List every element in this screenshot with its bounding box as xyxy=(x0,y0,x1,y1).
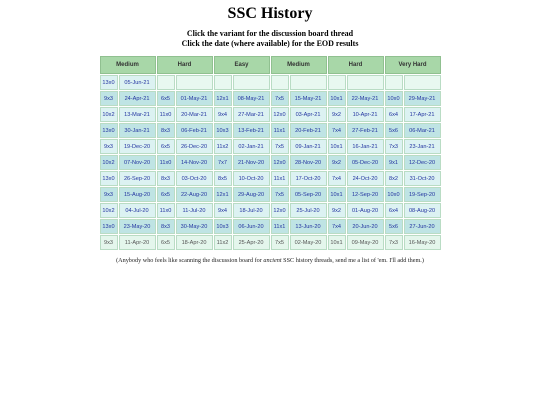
variant-link[interactable]: 9x3 xyxy=(100,91,118,106)
date-link[interactable]: 29-May-21 xyxy=(404,91,441,106)
variant-link[interactable]: 9x2 xyxy=(328,203,346,218)
date-link[interactable]: 15-May-21 xyxy=(290,91,327,106)
date-link[interactable]: 12-Dec-20 xyxy=(404,155,441,170)
date-link[interactable]: 05-Sep-20 xyxy=(290,187,327,202)
table-header-row xyxy=(100,56,441,74)
variant-link[interactable]: 13x0 xyxy=(100,219,118,234)
date-link[interactable]: 18-Jul-20 xyxy=(233,203,270,218)
date-link[interactable]: 03-Apr-21 xyxy=(290,107,327,122)
variant-link[interactable]: 8x3 xyxy=(157,219,175,234)
date-link[interactable]: 10-Oct-20 xyxy=(233,171,270,186)
variant-link[interactable]: 7x4 xyxy=(328,219,346,234)
variant-link[interactable]: 7x4 xyxy=(328,171,346,186)
variant-link[interactable]: 10x1 xyxy=(328,91,346,106)
variant-link[interactable]: 10x3 xyxy=(214,123,232,138)
table-row xyxy=(100,171,441,186)
history-table-container xyxy=(0,55,540,251)
date-link[interactable]: 16-Jan-21 xyxy=(347,139,384,154)
date-link[interactable]: 30-Jan-21 xyxy=(119,123,156,138)
date-link[interactable]: 26-Sep-20 xyxy=(119,171,156,186)
variant-link[interactable]: 12x0 xyxy=(271,107,289,122)
variant-link[interactable]: 6x4 xyxy=(385,203,403,218)
table-row xyxy=(100,139,441,154)
variant-link[interactable]: 12x1 xyxy=(214,187,232,202)
table-row xyxy=(100,219,441,234)
date-link[interactable]: 05-Jun-21 xyxy=(119,75,156,90)
date-link[interactable]: 24-Apr-21 xyxy=(119,91,156,106)
date-link[interactable]: 13-Feb-21 xyxy=(233,123,270,138)
date-link[interactable]: 15-Aug-20 xyxy=(119,187,156,202)
variant-link[interactable]: 11x2 xyxy=(214,139,232,154)
empty-cell xyxy=(385,75,403,90)
date-link[interactable]: 17-Apr-21 xyxy=(404,107,441,122)
variant-link[interactable]: 5x6 xyxy=(385,123,403,138)
date-link[interactable]: 22-Aug-20 xyxy=(176,187,213,202)
variant-link[interactable]: 9x3 xyxy=(100,235,118,250)
variant-link[interactable]: 11x1 xyxy=(271,123,289,138)
date-link[interactable]: 04-Jul-20 xyxy=(119,203,156,218)
empty-cell xyxy=(233,75,270,90)
date-link[interactable]: 31-Oct-20 xyxy=(404,171,441,186)
table-row xyxy=(100,235,441,250)
variant-link[interactable]: 11x1 xyxy=(271,219,289,234)
table-row xyxy=(100,91,441,106)
footnote xyxy=(0,257,540,264)
variant-link[interactable]: 7x5 xyxy=(271,91,289,106)
date-link[interactable]: 08-Aug-20 xyxy=(404,203,441,218)
date-link[interactable]: 26-Dec-20 xyxy=(176,139,213,154)
table-row xyxy=(100,203,441,218)
date-link[interactable]: 10-Apr-21 xyxy=(347,107,384,122)
variant-link[interactable]: 9x4 xyxy=(214,107,232,122)
date-link[interactable]: 12-Sep-20 xyxy=(347,187,384,202)
footnote-emphasis: ancient xyxy=(263,257,282,264)
date-link[interactable]: 20-Jun-20 xyxy=(347,219,384,234)
date-link[interactable]: 28-Nov-20 xyxy=(290,155,327,170)
variant-link[interactable]: 12x0 xyxy=(271,203,289,218)
table-row xyxy=(100,187,441,202)
variant-link[interactable]: 8x2 xyxy=(385,171,403,186)
empty-cell xyxy=(157,75,175,90)
variant-link[interactable]: 7x3 xyxy=(385,235,403,250)
variant-link[interactable]: 13x0 xyxy=(100,75,118,90)
empty-cell xyxy=(271,75,289,90)
variant-link[interactable]: 10x2 xyxy=(100,155,118,170)
empty-cell xyxy=(347,75,384,90)
date-link[interactable]: 01-May-21 xyxy=(176,91,213,106)
variant-link[interactable]: 8x5 xyxy=(214,171,232,186)
subtitle-variant-hint: Click the variant for the discussion board thread xyxy=(186,29,354,38)
date-link[interactable]: 14-Nov-20 xyxy=(176,155,213,170)
page-title: SSC History xyxy=(227,5,313,22)
table-body xyxy=(100,75,441,250)
variant-link[interactable]: 11x0 xyxy=(157,155,175,170)
date-link[interactable]: 27-Feb-21 xyxy=(347,123,384,138)
column-header: Easy xyxy=(214,56,270,74)
table-row xyxy=(100,155,441,170)
variant-link[interactable]: 13x0 xyxy=(100,171,118,186)
date-link[interactable]: 29-Aug-20 xyxy=(233,187,270,202)
date-link[interactable]: 09-May-20 xyxy=(347,235,384,250)
date-link[interactable]: 01-Aug-20 xyxy=(347,203,384,218)
variant-link[interactable]: 7x5 xyxy=(271,139,289,154)
date-link[interactable]: 06-Mar-21 xyxy=(404,123,441,138)
date-link[interactable]: 02-May-20 xyxy=(290,235,327,250)
variant-link[interactable]: 9x1 xyxy=(385,155,403,170)
variant-link[interactable]: 9x2 xyxy=(328,155,346,170)
variant-link[interactable]: 6x5 xyxy=(157,235,175,250)
footnote-text-start: (Anybody who feels like scanning the discussion board for xyxy=(116,257,264,264)
column-header: Hard xyxy=(328,56,384,74)
empty-cell xyxy=(214,75,232,90)
variant-link[interactable]: 6x5 xyxy=(157,139,175,154)
variant-link[interactable]: 6x5 xyxy=(157,187,175,202)
empty-cell xyxy=(328,75,346,90)
variant-link[interactable]: 8x3 xyxy=(157,123,175,138)
date-link[interactable]: 30-May-20 xyxy=(176,219,213,234)
date-link[interactable]: 06-Feb-21 xyxy=(176,123,213,138)
variant-link[interactable]: 11x0 xyxy=(157,107,175,122)
date-link[interactable]: 22-May-21 xyxy=(347,91,384,106)
variant-link[interactable]: 9x3 xyxy=(100,139,118,154)
variant-link[interactable]: 10x0 xyxy=(385,187,403,202)
date-link[interactable]: 11-Jul-20 xyxy=(176,203,213,218)
date-link[interactable]: 27-Jun-20 xyxy=(404,219,441,234)
date-link[interactable]: 20-Mar-21 xyxy=(176,107,213,122)
date-link[interactable]: 24-Oct-20 xyxy=(347,171,384,186)
date-link[interactable]: 02-Jan-21 xyxy=(233,139,270,154)
date-link[interactable]: 07-Nov-20 xyxy=(119,155,156,170)
variant-link[interactable]: 7x4 xyxy=(328,123,346,138)
variant-link[interactable]: 5x6 xyxy=(385,219,403,234)
date-link[interactable]: 18-Apr-20 xyxy=(176,235,213,250)
date-link[interactable]: 20-Feb-21 xyxy=(290,123,327,138)
variant-link[interactable]: 13x0 xyxy=(100,123,118,138)
empty-cell xyxy=(290,75,327,90)
variant-link[interactable]: 11x2 xyxy=(214,235,232,250)
empty-cell xyxy=(176,75,213,90)
date-link[interactable]: 13-Jun-20 xyxy=(290,219,327,234)
table-row xyxy=(100,107,441,122)
variant-link[interactable]: 12x0 xyxy=(271,155,289,170)
date-link[interactable]: 23-May-20 xyxy=(119,219,156,234)
variant-link[interactable]: 10x1 xyxy=(328,139,346,154)
footnote-text-end: SSC history threads, send me a list of 'em. I'll add them.) xyxy=(281,257,424,264)
variant-link[interactable]: 9x2 xyxy=(328,107,346,122)
variant-link[interactable]: 6x5 xyxy=(157,91,175,106)
column-header: Medium xyxy=(100,56,156,74)
variant-link[interactable]: 7x3 xyxy=(385,139,403,154)
date-link[interactable]: 25-Apr-20 xyxy=(233,235,270,250)
date-link[interactable]: 19-Dec-20 xyxy=(119,139,156,154)
date-link[interactable]: 17-Oct-20 xyxy=(290,171,327,186)
variant-link[interactable]: 12x1 xyxy=(214,91,232,106)
date-link[interactable]: 27-Mar-21 xyxy=(233,107,270,122)
subtitle-date-hint: Click the date (where available) for the EOD results xyxy=(181,39,359,48)
date-link[interactable]: 21-Nov-20 xyxy=(233,155,270,170)
variant-link[interactable]: 10x0 xyxy=(385,91,403,106)
date-link[interactable]: 06-Jun-20 xyxy=(233,219,270,234)
variant-link[interactable]: 10x2 xyxy=(100,107,118,122)
variant-link[interactable]: 7x7 xyxy=(214,155,232,170)
date-link[interactable]: 13-Mar-21 xyxy=(119,107,156,122)
date-link[interactable]: 11-Apr-20 xyxy=(119,235,156,250)
date-link[interactable]: 03-Oct-20 xyxy=(176,171,213,186)
variant-link[interactable]: 10x2 xyxy=(100,203,118,218)
variant-link[interactable]: 6x4 xyxy=(385,107,403,122)
date-link[interactable]: 19-Sep-20 xyxy=(404,187,441,202)
table-row xyxy=(100,75,441,90)
date-link[interactable]: 05-Dec-20 xyxy=(347,155,384,170)
variant-link[interactable]: 7x5 xyxy=(271,235,289,250)
table-row xyxy=(100,123,441,138)
variant-link[interactable]: 8x3 xyxy=(157,171,175,186)
date-link[interactable]: 25-Jul-20 xyxy=(290,203,327,218)
date-link[interactable]: 08-May-21 xyxy=(233,91,270,106)
variant-link[interactable]: 10x1 xyxy=(328,187,346,202)
date-link[interactable]: 23-Jan-21 xyxy=(404,139,441,154)
variant-link[interactable]: 11x1 xyxy=(271,171,289,186)
variant-link[interactable]: 9x3 xyxy=(100,187,118,202)
variant-link[interactable]: 7x5 xyxy=(271,187,289,202)
date-link[interactable]: 16-May-20 xyxy=(404,235,441,250)
empty-cell xyxy=(404,75,441,90)
date-link[interactable]: 09-Jan-21 xyxy=(290,139,327,154)
column-header: Medium xyxy=(271,56,327,74)
variant-link[interactable]: 10x3 xyxy=(214,219,232,234)
variant-link[interactable]: 11x0 xyxy=(157,203,175,218)
variant-link[interactable]: 9x4 xyxy=(214,203,232,218)
column-header: Hard xyxy=(157,56,213,74)
column-header: Very Hard xyxy=(385,56,441,74)
history-table xyxy=(99,55,442,251)
variant-link[interactable]: 10x1 xyxy=(328,235,346,250)
